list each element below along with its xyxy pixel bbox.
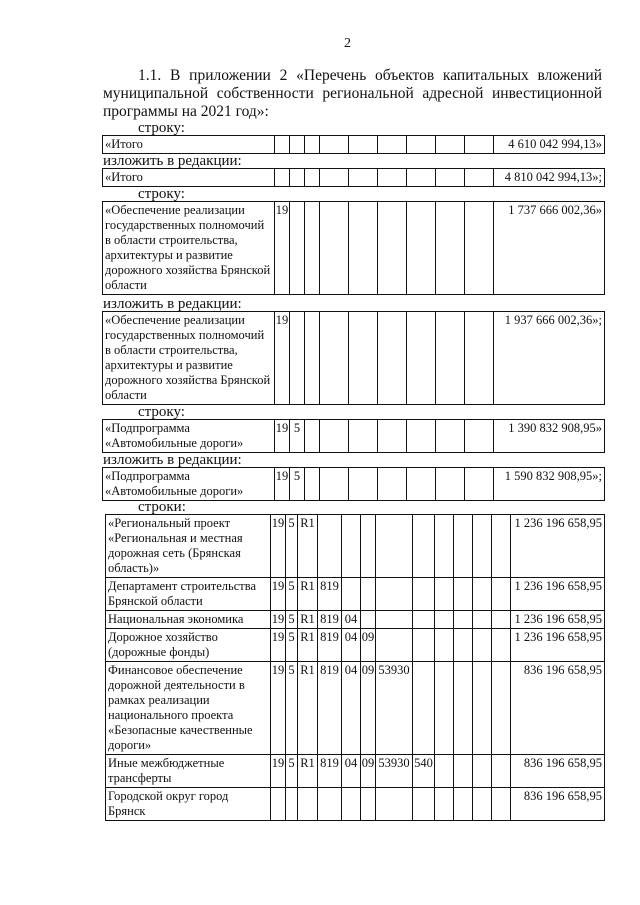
row-amount: 836 196 658,95	[511, 662, 605, 755]
row-amount: 1 737 666 002,36»	[494, 202, 605, 295]
empty-cell	[435, 611, 454, 629]
rows-table	[105, 514, 605, 821]
empty-cell	[473, 755, 492, 788]
row-name: Финансовое обеспечение дорожной деятельности в рамках реализации национального проекта «Безопасные качественные дороги»	[106, 662, 271, 755]
row-code-7: 53930	[376, 755, 413, 788]
row-code-3: R1	[298, 755, 318, 788]
row-code-4: 819	[318, 662, 342, 755]
row-code-7	[376, 788, 413, 821]
empty-cell	[435, 578, 454, 611]
table-row	[103, 169, 605, 187]
row-amount: 1 236 196 658,95	[511, 515, 605, 578]
row-code-2: 5	[290, 420, 305, 453]
row-code-2: 5	[286, 515, 298, 578]
row-code-3: R1	[298, 629, 318, 662]
row-code-8: 540	[413, 755, 435, 788]
row-amount: 1 937 666 002,36»;	[494, 312, 605, 405]
row-amount: 836 196 658,95	[511, 755, 605, 788]
row-code-3: R1	[298, 578, 318, 611]
empty-cell	[473, 662, 492, 755]
row-amount: 1 390 832 908,95»	[494, 420, 605, 453]
row-code-2: 5	[286, 611, 298, 629]
intro-line-1: 1.1. В приложении 2 «Перечень объектов капитальных вложений	[138, 67, 602, 84]
subprogram-old-table	[102, 419, 605, 453]
empty-cell	[435, 629, 454, 662]
empty-cell	[492, 662, 511, 755]
row-code-4	[318, 515, 342, 578]
row-code-6: 09	[361, 629, 376, 662]
row-name: «Обеспечение реализации государственных полномочий в области строительства, архитектуры и развитие дорожного хозяйства Брянской области	[103, 312, 275, 405]
row-amount: 836 196 658,95	[511, 788, 605, 821]
support-new-table	[102, 311, 605, 405]
row-amount: 4 810 042 994,13»;	[494, 169, 605, 187]
row-code: 19	[275, 312, 290, 405]
row-name: Департамент строительства Брянской области	[106, 578, 271, 611]
row-code-1: 19	[271, 611, 286, 629]
row-code-2: 5	[286, 662, 298, 755]
table-row	[103, 420, 605, 453]
row-code-1: 19	[271, 578, 286, 611]
empty-cell	[473, 578, 492, 611]
empty-cell	[454, 755, 473, 788]
row-code-8	[413, 611, 435, 629]
row-name: Национальная экономика	[106, 611, 271, 629]
row-code-1: 19	[271, 662, 286, 755]
label-row: строку:	[138, 120, 185, 136]
empty-cell	[492, 629, 511, 662]
row-code-8	[413, 662, 435, 755]
row-code-5	[342, 515, 361, 578]
row-name: «Региональный проект «Региональная и местная дорожная сеть (Брянская область)»	[106, 515, 271, 578]
row-code-2: 5	[286, 578, 298, 611]
row-code-1: 19	[275, 468, 290, 501]
row-code-7	[376, 629, 413, 662]
row-name: «Итого	[103, 136, 275, 154]
table-row	[103, 312, 605, 405]
itogo-new-table	[102, 168, 605, 187]
row-amount: 1 590 832 908,95»;	[494, 468, 605, 501]
row-code-5: 04	[342, 611, 361, 629]
row-code-3: R1	[298, 611, 318, 629]
row-amount: 1 236 196 658,95	[511, 611, 605, 629]
empty-cell	[435, 755, 454, 788]
row-code-4: 819	[318, 629, 342, 662]
row-code-4	[318, 788, 342, 821]
row-code-2: 5	[286, 629, 298, 662]
empty-cell	[492, 788, 511, 821]
row-code-7: 53930	[376, 662, 413, 755]
row-code-6	[361, 515, 376, 578]
row-code-3: R1	[298, 515, 318, 578]
row-code-1: 19	[275, 420, 290, 453]
row-name: Дорожное хозяйство (дорожные фонды)	[106, 629, 271, 662]
row-name: «Обеспечение реализации государственных полномочий в области строительства, архитектуры и развитие дорожного хозяйства Брянской области	[103, 202, 275, 295]
row-name: «Подпрограмма «Автомобильные дороги»	[103, 420, 275, 453]
intro-line-3: программы на 2021 год»:	[103, 103, 269, 120]
row-code: 19	[275, 202, 290, 295]
row-code-5: 04	[342, 662, 361, 755]
row-code-6	[361, 578, 376, 611]
empty-cell	[473, 629, 492, 662]
empty-cell	[454, 788, 473, 821]
row-code-5: 04	[342, 755, 361, 788]
row-name: «Итого	[103, 169, 275, 187]
row-code-4: 819	[318, 755, 342, 788]
row-name: Городской округ город Брянск	[106, 788, 271, 821]
row-code-8	[413, 515, 435, 578]
empty-cell	[492, 755, 511, 788]
row-code-2: 5	[290, 468, 305, 501]
label-edit: изложить в редакции:	[103, 153, 242, 169]
table-row	[106, 515, 605, 578]
row-name: Иные межбюджетные трансферты	[106, 755, 271, 788]
row-code-7	[376, 578, 413, 611]
empty-cell	[473, 515, 492, 578]
support-old-table	[102, 201, 605, 295]
empty-cell	[435, 788, 454, 821]
empty-cell	[473, 788, 492, 821]
row-code-8	[413, 578, 435, 611]
row-code-6	[361, 611, 376, 629]
row-amount: 4 610 042 994,13»	[494, 136, 605, 154]
row-code-5: 04	[342, 629, 361, 662]
row-code-8	[413, 629, 435, 662]
empty-cell	[492, 611, 511, 629]
table-row	[103, 136, 605, 154]
empty-cell	[454, 662, 473, 755]
label-edit: изложить в редакции:	[103, 296, 242, 312]
empty-cell	[435, 662, 454, 755]
row-code-2: 5	[286, 755, 298, 788]
table-row	[106, 578, 605, 611]
table-row	[106, 755, 605, 788]
page-number: 2	[344, 36, 351, 51]
row-code-5	[342, 788, 361, 821]
empty-cell	[492, 578, 511, 611]
label-edit: изложить в редакции:	[103, 452, 242, 468]
row-code-4: 819	[318, 578, 342, 611]
label-row: строку:	[138, 404, 185, 420]
empty-cell	[473, 611, 492, 629]
table-row	[106, 611, 605, 629]
empty-cell	[454, 578, 473, 611]
row-code-5	[342, 578, 361, 611]
table-row	[106, 662, 605, 755]
row-code-1	[271, 788, 286, 821]
row-code-7	[376, 515, 413, 578]
label-row: строку:	[138, 186, 185, 202]
empty-cell	[454, 611, 473, 629]
row-code-8	[413, 788, 435, 821]
empty-cell	[492, 515, 511, 578]
row-name: «Подпрограмма «Автомобильные дороги»	[103, 468, 275, 501]
subprogram-new-table	[102, 467, 605, 501]
row-code-6: 09	[361, 662, 376, 755]
row-code-6	[361, 788, 376, 821]
intro-line-2: муниципальной собственности региональной адресной инвестиционной	[103, 85, 602, 102]
table-row	[106, 788, 605, 821]
row-code-1: 19	[271, 515, 286, 578]
row-code-2	[286, 788, 298, 821]
row-code-1: 19	[271, 629, 286, 662]
row-code-3	[298, 788, 318, 821]
row-code-6: 09	[361, 755, 376, 788]
row-code-7	[376, 611, 413, 629]
table-row	[106, 629, 605, 662]
table-row	[103, 468, 605, 501]
label-rows: строки:	[138, 499, 186, 515]
row-amount: 1 236 196 658,95	[511, 629, 605, 662]
row-code-1: 19	[271, 755, 286, 788]
empty-cell	[454, 515, 473, 578]
row-code-3: R1	[298, 662, 318, 755]
empty-cell	[454, 629, 473, 662]
table-row	[103, 202, 605, 295]
row-code-4: 819	[318, 611, 342, 629]
row-amount: 1 236 196 658,95	[511, 578, 605, 611]
itogo-old-table	[102, 135, 605, 154]
empty-cell	[435, 515, 454, 578]
